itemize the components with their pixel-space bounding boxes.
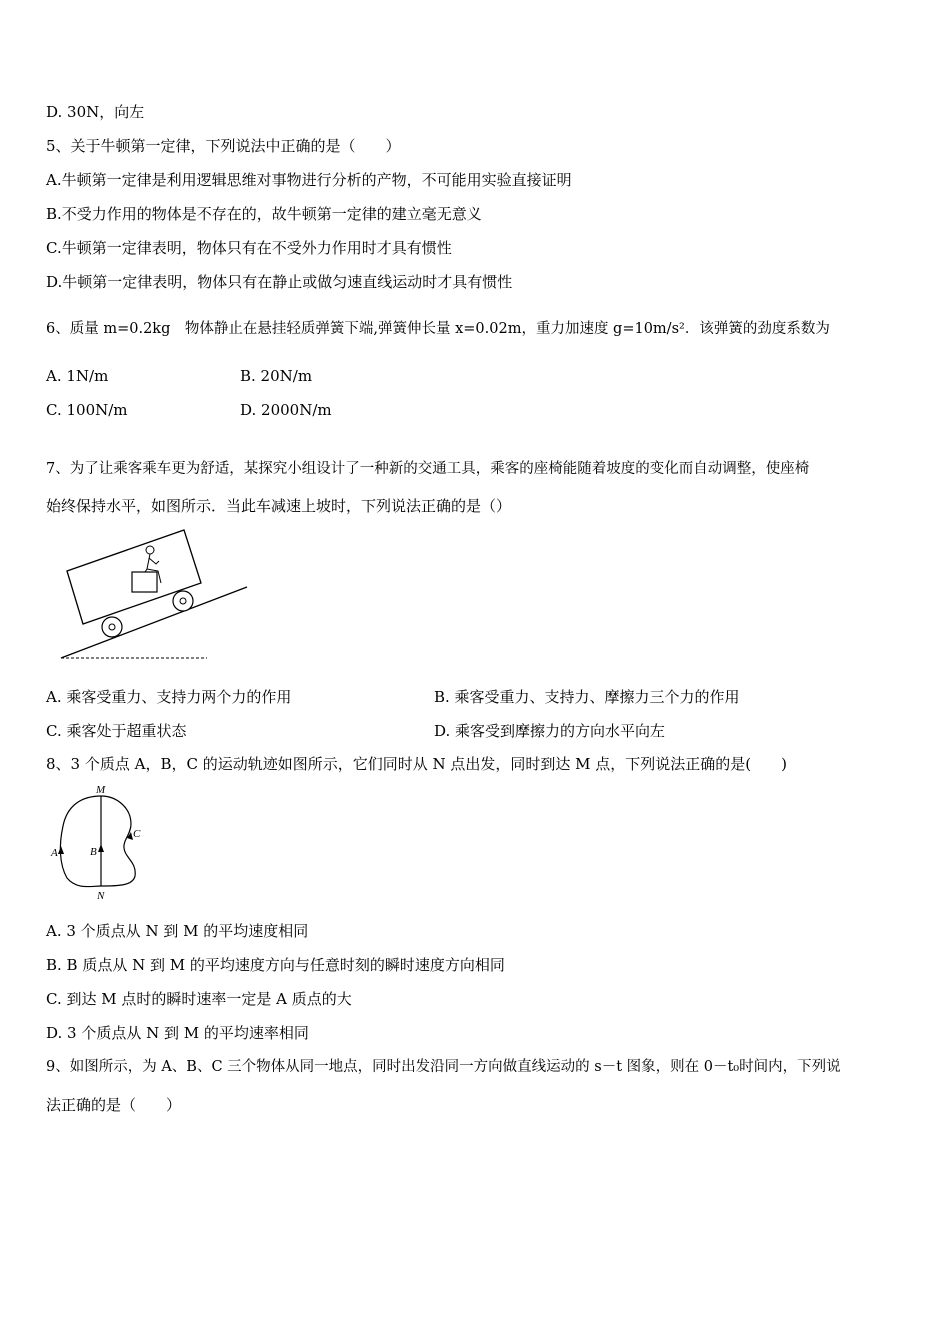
arrow-a-icon [58,846,64,854]
label-a: A [51,847,58,859]
wheel-front-icon [102,617,122,637]
q8-option-d: D. 3 个质点从 N 到 M 的平均速率相同 [46,1024,309,1042]
q6-option-a: A. 1N/m [46,367,109,385]
q7-option-d: D. 乘客受到摩擦力的方向水平向左 [434,722,666,740]
q4-option-d: D. 30N，向左 [46,103,145,121]
trajectory-c [101,796,135,886]
q8-option-b: B. B 质点从 N 到 M 的平均速度方向与任意时刻的瞬时速度方向相同 [46,956,505,974]
q6-option-b: B. 20N/m [240,367,313,385]
q9-stem-line1: 9、如图所示，为 A、B、C 三个物体从同一地点，同时出发沿同一方向做直线运动的 s－t 图象，则在 0－t₀时间内，下列说 [46,1059,841,1075]
q7-figure-car-on-slope [55,525,255,669]
seat-block [132,572,157,592]
label-n: N [97,890,105,902]
label-b: B [90,846,97,858]
wheel-rear-icon [173,591,193,611]
q5-option-c: C.牛顿第一定律表明，物体只有在不受外力作用时才具有惯性 [46,239,452,257]
label-c: C [133,828,141,840]
q6-option-d: D. 2000N/m [240,401,332,419]
q6-option-c: C. 100N/m [46,401,128,419]
q5-stem: 5、关于牛顿第一定律，下列说法中正确的是（ ） [46,137,401,155]
q7-stem-line2: 始终保持水平，如图所示．当此车减速上坡时，下列说法正确的是（） [46,497,512,515]
q8-option-c: C. 到达 M 点时的瞬时速率一定是 A 质点的大 [46,990,352,1008]
q8-figure-trajectories [45,782,155,908]
q5-option-a: A.牛顿第一定律是利用逻辑思维对事物进行分析的产物，不可能用实验直接证明 [46,171,572,189]
q7-option-a: A. 乘客受重力、支持力两个力的作用 [46,688,292,706]
label-m: M [96,784,106,796]
q5-option-b: B.不受力作用的物体是不存在的，故牛顿第一定律的建立毫无意义 [46,205,482,223]
arrow-b-icon [98,844,104,852]
trajectory-a [60,796,101,887]
q5-option-d: D.牛顿第一定律表明，物体只有在静止或做匀速直线运动时才具有惯性 [46,273,513,291]
q6-stem: 6、质量 m=0.2kg 物体静止在悬挂轻质弹簧下端,弹簧伸长量 x=0.02m，重力加速度 g=10m/s²．该弹簧的劲度系数为 [46,321,830,337]
q8-option-a: A. 3 个质点从 N 到 M 的平均速度相同 [46,922,309,940]
q7-option-c: C. 乘客处于超重状态 [46,722,187,740]
q8-stem: 8、3 个质点 A，B，C 的运动轨迹如图所示，它们同时从 N 点出发，同时到达 M 点，下列说法正确的是( ) [46,755,787,773]
q7-option-b: B. 乘客受重力、支持力、摩擦力三个力的作用 [434,688,740,706]
q9-stem-line2: 法正确的是（ ） [46,1096,182,1114]
q7-stem-line1: 7、为了让乘客乘车更为舒适，某探究小组设计了一种新的交通工具，乘客的座椅能随着坡度的变化而自动调整，使座椅 [46,461,810,477]
